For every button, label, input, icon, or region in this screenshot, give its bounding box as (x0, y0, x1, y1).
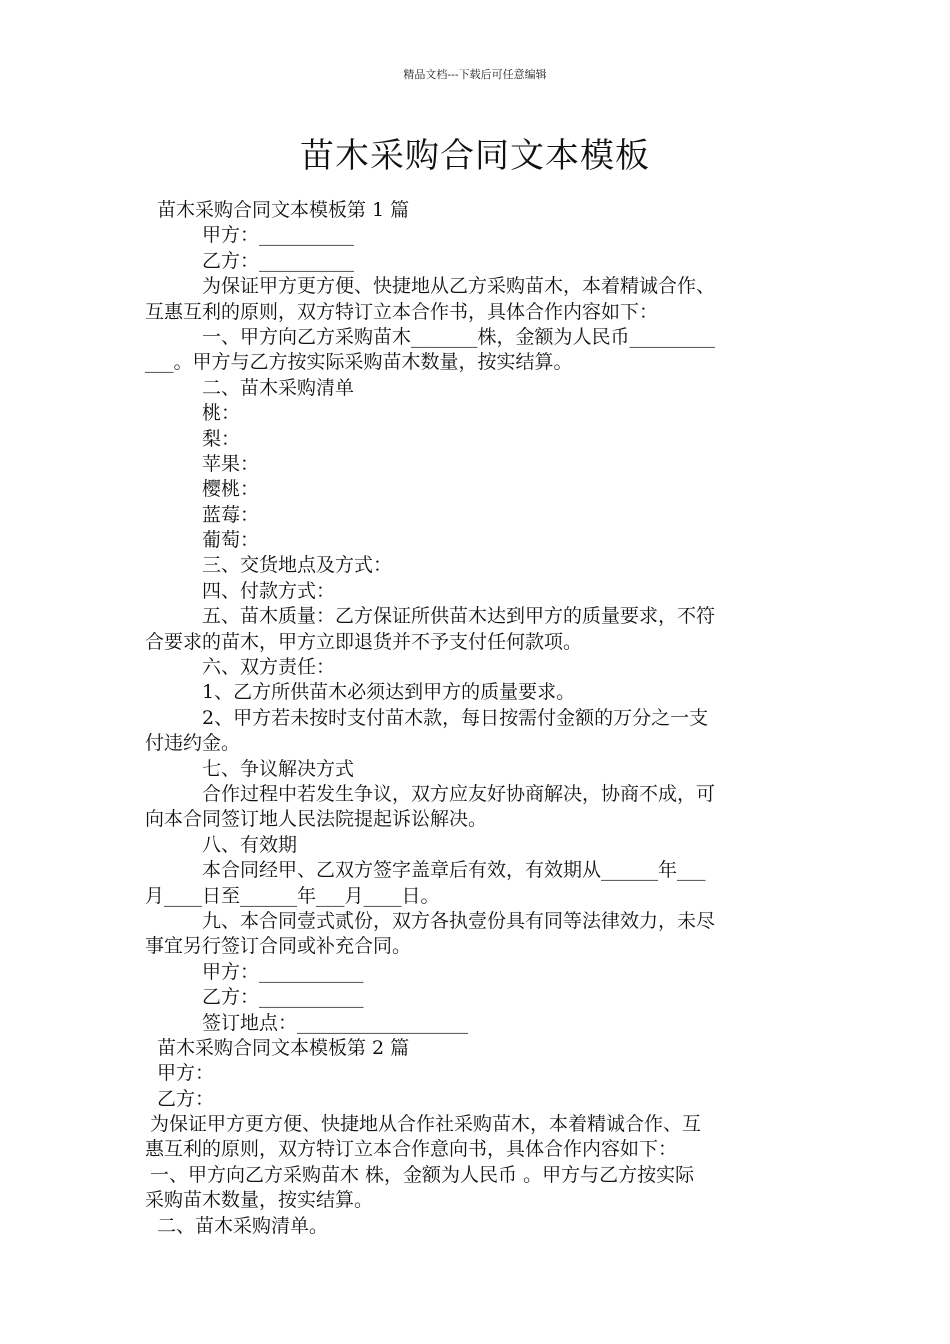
body-line: 2、甲方若未按时支付苗木款，每日按需付金额的万分之一支 (202, 706, 709, 729)
body-line: 乙方：__________ (202, 249, 355, 272)
page-header-note: 精品文档---下载后可任意编辑 (403, 68, 547, 81)
document-body (145, 198, 807, 1239)
body-line: 为保证甲方更方便、快捷地从乙方采购苗木，本着精诚合作、 (202, 275, 716, 298)
body-line: 本合同经甲、乙双方签字盖章后有效，有效期从______年___ (202, 859, 706, 882)
body-line: 乙方：___________ (202, 986, 364, 1009)
body-line: 月____日至______年___月____日。 (145, 884, 440, 907)
body-line: 甲方： (157, 1062, 215, 1085)
body-line: 为保证甲方更方便、快捷地从合作社采购苗木，本着精诚合作、互 (150, 1113, 702, 1136)
body-line: 签订地点：__________________ (202, 1011, 469, 1034)
body-line: 八、有效期 (202, 833, 298, 856)
body-line: 二、苗木采购清单 (202, 376, 355, 399)
body-line: 六、双方责任： (202, 656, 336, 679)
body-line: 五、苗木质量：乙方保证所供苗木达到甲方的质量要求，不符 (202, 605, 716, 628)
body-line: 甲方：___________ (202, 960, 364, 983)
body-line: 二、苗木采购清单。 (157, 1214, 329, 1237)
body-line: 向本合同签订地人民法院提起诉讼解决。 (145, 808, 488, 831)
body-line: 合作过程中若发生争议，双方应友好协商解决，协商不成，可 (202, 782, 716, 805)
body-line: 一、甲方向乙方采购苗木_______株，金额为人民币_________ (202, 325, 716, 348)
body-line: 九、本合同壹式贰份，双方各执壹份具有同等法律效力，未尽 (202, 909, 716, 932)
body-line: 付违约金。 (145, 732, 241, 755)
body-line: 樱桃： (202, 478, 260, 501)
body-line: 合要求的苗木，甲方立即退货并不予支付任何款项。 (145, 630, 583, 653)
body-line: 乙方： (157, 1087, 215, 1110)
body-line: 一、甲方向乙方采购苗木 株，金额为人民币 。甲方与乙方按实际 (150, 1163, 695, 1186)
body-line: 苹果： (202, 452, 260, 475)
body-line: 葡萄： (202, 529, 260, 552)
body-line: 采购苗木数量，按实结算。 (145, 1189, 374, 1212)
body-line: 蓝莓： (202, 503, 260, 526)
body-line: 甲方：__________ (202, 224, 355, 247)
document-title: 苗木采购合同文本模板 (300, 136, 650, 176)
body-line: 四、付款方式： (202, 579, 336, 602)
body-line: 互惠互利的原则，双方特订立本合作书，具体合作内容如下： (145, 300, 659, 323)
body-line: 苗木采购合同文本模板第 1 篇 (157, 199, 410, 221)
body-line: 七、争议解决方式 (202, 757, 355, 780)
body-line: 桃： (202, 402, 241, 425)
body-line: ___。甲方与乙方按实际采购苗木数量，按实结算。 (145, 351, 573, 374)
body-line: 三、交货地点及方式： (202, 554, 393, 577)
body-line: 惠互利的原则，双方特订立本合作意向书，具体合作内容如下： (145, 1138, 678, 1161)
body-line: 1、乙方所供苗木必须达到甲方的质量要求。 (202, 681, 576, 704)
body-line: 事宜另行签订合同或补充合同。 (145, 935, 412, 958)
body-line: 梨： (202, 427, 241, 450)
body-line: 苗木采购合同文本模板第 2 篇 (157, 1036, 410, 1059)
